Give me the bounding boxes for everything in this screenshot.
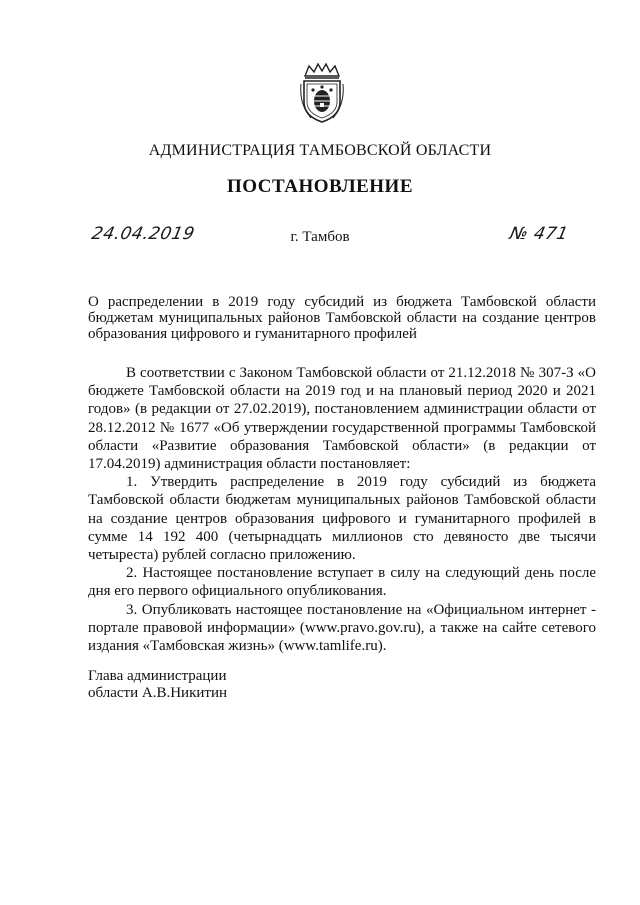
item-1-paragraph: 1. Утвердить распределение в 2019 году субсидий из бюджета Тамбовской области бюджетам муниципальных районов Тамбовской области на создание центров образования цифрового и гуманитарного профилей в сумме 14 192 400 (четырнадцать миллионов сто девяносто две тысячи четыреста) рублей согласно приложению.	[88, 474, 596, 564]
signature-title: Глава администрации	[88, 668, 227, 684]
document-subject: О распределении в 2019 году субсидий из бюджета Тамбовской области бюджетам муниципальных районов Тамбовской области на создание центров образования цифрового и гуманитарного профилей	[88, 294, 596, 342]
document-date: 24.04.2019	[89, 224, 197, 244]
coat-of-arms-icon	[297, 62, 347, 124]
document-number: № 471	[507, 224, 571, 244]
item-3-paragraph: 3. Опубликовать настоящее постановление на «Официальном интернет - портале правовой информации» (www.pravo.gov.ru), а также на сайте сетевого издания «Тамбовская жизнь» (www.tamlife.ru).	[88, 601, 596, 655]
preamble-paragraph: В соответствии с Законом Тамбовской области от 21.12.2018 № 307-З «О бюджете Тамбовской области на 2019 год и на плановый период 2020 и 2021 годов» (в редакции от 27.02.2019), постановлением администрации области от 28.12.2012 № 1677 «Об утверждении государственной программы Тамбовской области «Развитие образования Тамбовской области» (в редакции от 17.04.2019) администрация области постановляет:	[88, 365, 596, 473]
signature-block	[88, 668, 227, 702]
document-body	[88, 364, 596, 655]
document-title: ПОСТАНОВЛЕНИЕ	[226, 176, 414, 197]
agency-name: АДМИНИСТРАЦИЯ ТАМБОВСКОЙ ОБЛАСТИ	[148, 142, 492, 159]
signature-name: области А.В.Никитин	[88, 685, 228, 701]
item-2-paragraph: 2. Настоящее постановление вступает в силу на следующий день после дня его первого официального опубликования.	[88, 565, 596, 600]
document-city: г. Тамбов	[290, 229, 350, 245]
